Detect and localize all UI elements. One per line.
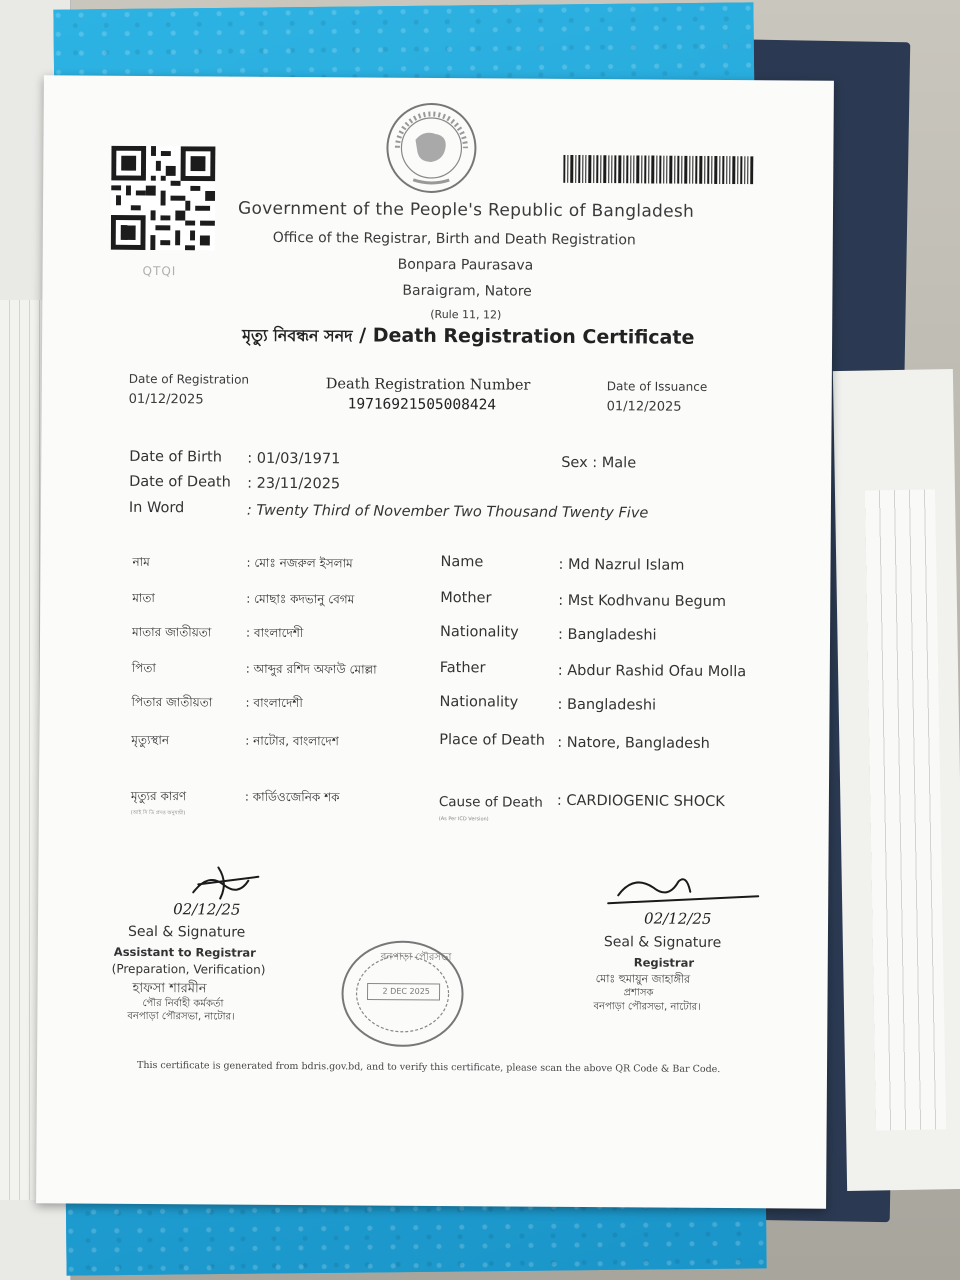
assistant-seal-label: Seal & Signature bbox=[127, 923, 246, 941]
mother-label: Mother bbox=[440, 590, 492, 607]
date-of-death-value: : 23/11/2025 bbox=[247, 475, 341, 493]
father-label: Father bbox=[439, 660, 486, 677]
date-of-registration-value: 01/12/2025 bbox=[128, 391, 204, 408]
government-emblem-icon bbox=[383, 100, 480, 197]
registration-number-label: Death Registration Number bbox=[325, 376, 531, 394]
father-nationality-value: : Bangladeshi bbox=[557, 696, 657, 714]
office-seal bbox=[332, 935, 483, 1056]
name-label: Name bbox=[440, 554, 484, 571]
qr-caption: QTQI bbox=[142, 263, 177, 279]
assistant-sign-date: 02/12/25 bbox=[173, 900, 241, 919]
date-of-birth-value: : 01/03/1971 bbox=[247, 450, 341, 468]
place-of-death-value: : Natore, Bangladesh bbox=[557, 734, 710, 752]
barcode-icon[interactable] bbox=[563, 155, 753, 184]
title-bengali: মৃত্যু নিবন্ধন সনদ bbox=[242, 325, 353, 346]
location-name: Baraigram, Natore bbox=[402, 282, 532, 300]
certificate-title bbox=[242, 323, 694, 353]
in-word-label: In Word bbox=[128, 499, 185, 517]
death-certificate bbox=[36, 75, 834, 1208]
father-label-bn: পিতা bbox=[131, 660, 156, 676]
date-of-issuance-value: 01/12/2025 bbox=[606, 399, 682, 415]
registrar-signature-scribble bbox=[598, 869, 768, 910]
title-separator: / bbox=[352, 324, 373, 347]
office-seal-date: 2 DEC 2025 bbox=[382, 986, 430, 996]
father-nationality-label: Nationality bbox=[439, 694, 519, 711]
name-value-bn: : মোঃ নজরুল ইসলাম bbox=[246, 555, 353, 571]
date-of-death-label: Date of Death bbox=[129, 473, 231, 491]
cause-note: (As Per ICD Version) bbox=[438, 816, 489, 823]
sex-value: Sex : Male bbox=[561, 454, 637, 472]
mother-nationality-value: : Bangladeshi bbox=[557, 626, 657, 644]
assistant-sub-role: (Preparation, Verification) bbox=[111, 961, 266, 977]
mother-nationality-label: Nationality bbox=[440, 624, 519, 641]
assistant-signature-scribble bbox=[188, 862, 268, 903]
place-of-death-label: Place of Death bbox=[439, 732, 545, 749]
background-form-sheet bbox=[833, 369, 960, 1191]
registrar-stamp-org: বনপাড়া পৌরসভা, নাটোর। bbox=[593, 1001, 701, 1013]
date-of-registration-label: Date of Registration bbox=[128, 371, 250, 387]
mother-value-bn: : মোছাঃ কদভানু বেগম bbox=[246, 591, 355, 607]
municipality-name: Bonpara Paurasava bbox=[397, 256, 534, 274]
mother-nationality-label-bn: মাতার জাতীয়তা bbox=[132, 624, 212, 640]
cause-of-death-value-bn: : কার্ডিওজেনিক শক bbox=[244, 789, 340, 805]
registrar-stamp-title: প্রশাসক bbox=[623, 987, 654, 999]
father-nationality-label-bn: পিতার জাতীয়তা bbox=[131, 694, 213, 710]
title-english: Death Registration Certificate bbox=[372, 324, 695, 349]
rule-reference: (Rule 11, 12) bbox=[430, 307, 502, 322]
assistant-stamp-org: বনপাড়া পৌরসভা, নাটোর। bbox=[127, 1010, 235, 1023]
mother-value: : Mst Kodhvanu Begum bbox=[558, 592, 727, 611]
qr-code-icon[interactable] bbox=[111, 146, 216, 251]
cause-of-death-value: : CARDIOGENIC SHOCK bbox=[556, 792, 725, 811]
cause-of-death-label: Cause of Death bbox=[438, 794, 543, 811]
government-heading: Government of the People's Republic of Bangladesh bbox=[237, 198, 695, 222]
assistant-stamp-title: পৌর নির্বাহী কর্মকর্তা bbox=[142, 997, 224, 1010]
cause-of-death-label-bn: মৃত্যুর কারণ bbox=[130, 788, 187, 804]
registrar-stamp-name: মোঃ হুমায়ুন জাহাঙ্গীর bbox=[595, 972, 691, 986]
date-of-birth-label: Date of Birth bbox=[129, 448, 223, 466]
assistant-role: Assistant to Registrar bbox=[113, 944, 256, 960]
father-value-bn: : আব্দুর রশিদ অফাউ মোল্লা bbox=[245, 661, 377, 677]
in-word-value: : Twenty Third of November Two Thousand Twenty Five bbox=[246, 502, 649, 522]
mother-nationality-value-bn: : বাংলাদেশী bbox=[246, 625, 304, 641]
office-heading: Office of the Registrar, Birth and Death Registration bbox=[272, 229, 636, 249]
office-seal-ring-text: বনপাড়া পৌরসভা bbox=[380, 951, 452, 964]
name-value: : Md Nazrul Islam bbox=[558, 556, 685, 574]
assistant-stamp-name: হাফসা শারমীন bbox=[132, 980, 207, 997]
place-of-death-label-bn: মৃত্যুস্থান bbox=[131, 732, 170, 748]
mother-label-bn: মাতা bbox=[132, 590, 155, 606]
registrar-role: Registrar bbox=[633, 955, 695, 970]
date-of-issuance-label: Date of Issuance bbox=[606, 379, 708, 394]
registrar-seal-label: Seal & Signature bbox=[603, 934, 722, 952]
registrar-sign-date: 02/12/25 bbox=[644, 909, 712, 928]
cause-note-bn: (আই সি ডি প্রদত্ত অনুযায়ী) bbox=[130, 809, 186, 817]
place-of-death-value-bn: : নাটোর, বাংলাদেশ bbox=[245, 733, 339, 749]
father-nationality-value-bn: : বাংলাদেশী bbox=[245, 695, 303, 711]
father-value: : Abdur Rashid Ofau Molla bbox=[557, 662, 747, 681]
registration-number-value: 19716921505008424 bbox=[347, 396, 497, 414]
name-label-bn: নাম bbox=[132, 554, 150, 570]
verification-footer: This certificate is generated from bdris.gov.bd, and to verify this certificate, please scan the above QR Code & Bar Code. bbox=[136, 1059, 721, 1076]
